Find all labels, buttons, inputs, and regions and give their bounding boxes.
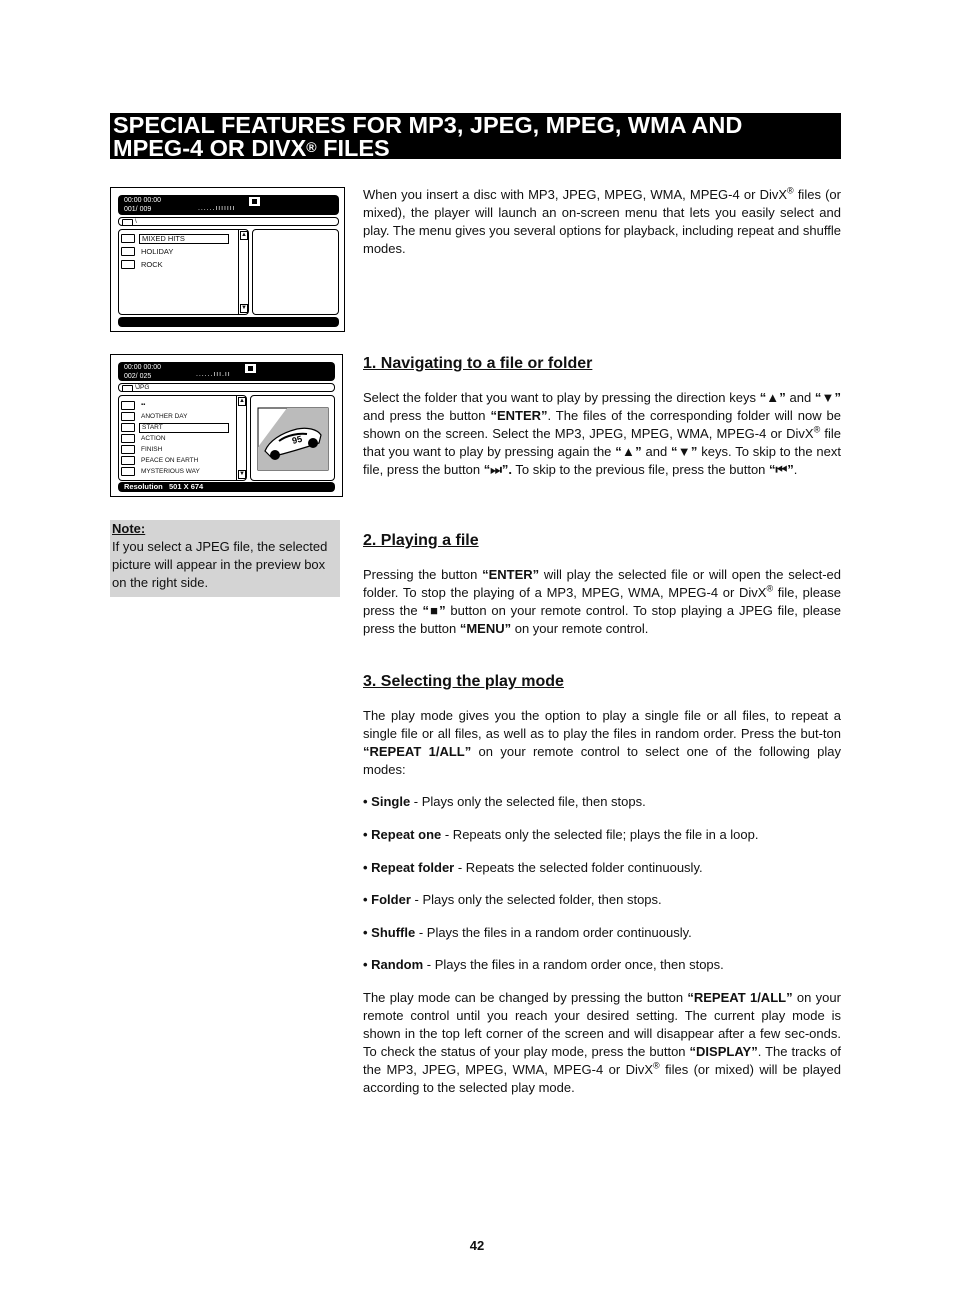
registered-mark: ® — [787, 185, 794, 196]
section-heading-playing: 2. Playing a file — [363, 532, 479, 549]
menu-screen-folders — [110, 187, 345, 332]
folder-icon — [122, 219, 133, 226]
file-list[interactable]: ▪▪ ANOTHER DAY START ACTION FINISH PEACE ON EARTH MYSTERIOUS WAY ▲ ▼ — [118, 395, 247, 481]
info-bar — [118, 317, 339, 327]
path-text: \ — [135, 218, 137, 225]
path-text: \JPG — [135, 384, 150, 391]
path-bar — [118, 217, 339, 226]
preview-box — [250, 395, 335, 481]
folder-icon — [121, 260, 135, 269]
note-heading: Note: — [112, 521, 146, 536]
title-line-2-text: MPEG-4 OR DIVX — [113, 135, 307, 161]
menu-screen-jpeg — [110, 354, 343, 497]
file-list[interactable]: MIXED HITS HOLIDAY ROCK ▲ ▼ — [118, 229, 249, 315]
stop-icon — [245, 364, 256, 373]
note-text: If you select a JPEG file, the selected picture will appear in the preview box on the right side. — [112, 539, 328, 590]
section-heading-navigating: 1. Navigating to a file or folder — [363, 355, 593, 372]
scroll-up-icon[interactable]: ▲ — [239, 398, 245, 404]
scroll-down-icon[interactable]: ▼ — [241, 305, 247, 311]
image-file-icon — [121, 467, 135, 476]
scroll-up-icon[interactable]: ▲ — [241, 232, 247, 238]
play-mode-shuffle: • Shuffle - Plays the files in a random order continuously. — [363, 925, 692, 940]
play-mode-closing-paragraph: The play mode can be changed by pressing the button “REPEAT 1/ALL” on your remote control until you reach your desired setting. The current play mode is shown in the top left corner of the screen and will disappear after a few sec-onds. To check the status of your play mode, press the button “DISPLAY”. The tracks of the MP3, JPEG, MPEG, WMA, MPEG-4 or DivX® files (or mixed) will be played according to the selected play mode. — [363, 990, 841, 1095]
preview-box — [252, 229, 339, 315]
time-readout: 00:00 00:00 — [124, 364, 161, 371]
image-file-icon — [121, 434, 135, 443]
title-line-1: SPECIAL FEATURES FOR MP3, JPEG, MPEG, WMA AND — [113, 112, 743, 138]
play-mode-repeat-one: • Repeat one - Repeats only the selected file; plays the file in a loop. — [363, 827, 759, 842]
resolution-value: 501 X 674 — [169, 482, 204, 491]
page-number: 42 — [469, 1238, 485, 1253]
scrollbar[interactable] — [238, 230, 248, 314]
folder-icon — [122, 385, 133, 392]
play-mode-random: • Random - Plays the files in a random order once, then stops. — [363, 957, 724, 972]
race-car-preview-image — [257, 407, 329, 471]
folder-up-icon — [121, 401, 135, 410]
resolution-bar — [118, 482, 335, 492]
play-mode-folder: • Folder - Plays only the selected folder, then stops. — [363, 892, 662, 907]
intro-paragraph: When you insert a disc with MP3, JPEG, MPEG, WMA, MPEG-4 or DivX® files (or mixed), the player will launch an on-screen menu that lets you easily select and play. The menu gives you several options for playback, including repeat and shuffle modes. — [363, 185, 841, 256]
level-meter-icon: . . . . . . ı ı ı ı ı ı ı — [198, 205, 235, 212]
section-heading-play-mode: 3. Selecting the play mode — [363, 673, 564, 690]
title-line-2 — [113, 137, 841, 160]
note-box — [110, 520, 340, 597]
resolution-label: Resolution — [124, 482, 163, 491]
scroll-down-icon[interactable]: ▼ — [239, 471, 245, 477]
path-bar — [118, 383, 335, 392]
time-readout: 00:00 00:00 — [124, 197, 161, 204]
page-title — [110, 113, 841, 159]
image-file-icon — [121, 423, 135, 432]
status-bar — [118, 195, 339, 215]
section-navigating-body: Select the folder that you want to play by pressing the direction keys “▲” and “▼” and press the button “ENTER”. The files of the corresponding folder will now be shown on the screen. Select the MP3, JPEG, MPEG, WMA, MPEG-4 or DivX® file that you want to play by pressing again the “▲” and “▼” keys. To skip to the next file, press the button “⏭”. To skip to the previous file, press the button “⏮”. — [363, 390, 842, 477]
image-file-icon — [121, 412, 135, 421]
stop-icon — [249, 197, 260, 206]
next-track-key: “⏭”. — [483, 462, 512, 477]
folder-icon — [121, 234, 135, 243]
registered-mark: ® — [653, 1060, 660, 1071]
title-line-2-end: FILES — [316, 135, 390, 161]
registered-mark: ® — [813, 424, 821, 435]
image-file-icon — [121, 456, 135, 465]
registered-mark: ® — [306, 139, 317, 155]
play-mode-repeat-folder: • Repeat folder - Repeats the selected folder continuously. — [363, 860, 703, 875]
previous-track-key: “⏮” — [769, 462, 794, 477]
folder-icon — [121, 247, 135, 256]
section-play-mode-body: The play mode gives you the option to play a single file or all files, to repeat a single file or all files, as well as to play the files in random order. Press the but-ton “REPEAT 1/ALL” on your remote control to select one of the following play modes: — [363, 708, 841, 777]
level-meter-icon: . . . . . . ı ı ı . ı ı — [196, 371, 230, 378]
stop-key: “■” — [422, 603, 446, 618]
registered-mark: ® — [766, 583, 774, 594]
track-counter: 001/ 009 — [124, 206, 152, 213]
scrollbar[interactable] — [236, 396, 246, 480]
section-playing-body: Pressing the button “ENTER” will play the selected file or will open the select-ed folder. To stop the playing of a MP3, MPEG, WMA, MPEG-4 or DivX® file, please press the “■” button on your remote control. To stop playing a JPEG file, please press the button “MENU” on your remote control. — [363, 567, 842, 636]
play-mode-single: • Single - Plays only the selected file, then stops. — [363, 794, 646, 809]
track-counter: 002/ 025 — [124, 373, 152, 380]
car-number: 95 — [290, 433, 304, 446]
status-bar — [118, 362, 335, 381]
image-file-icon — [121, 445, 135, 454]
